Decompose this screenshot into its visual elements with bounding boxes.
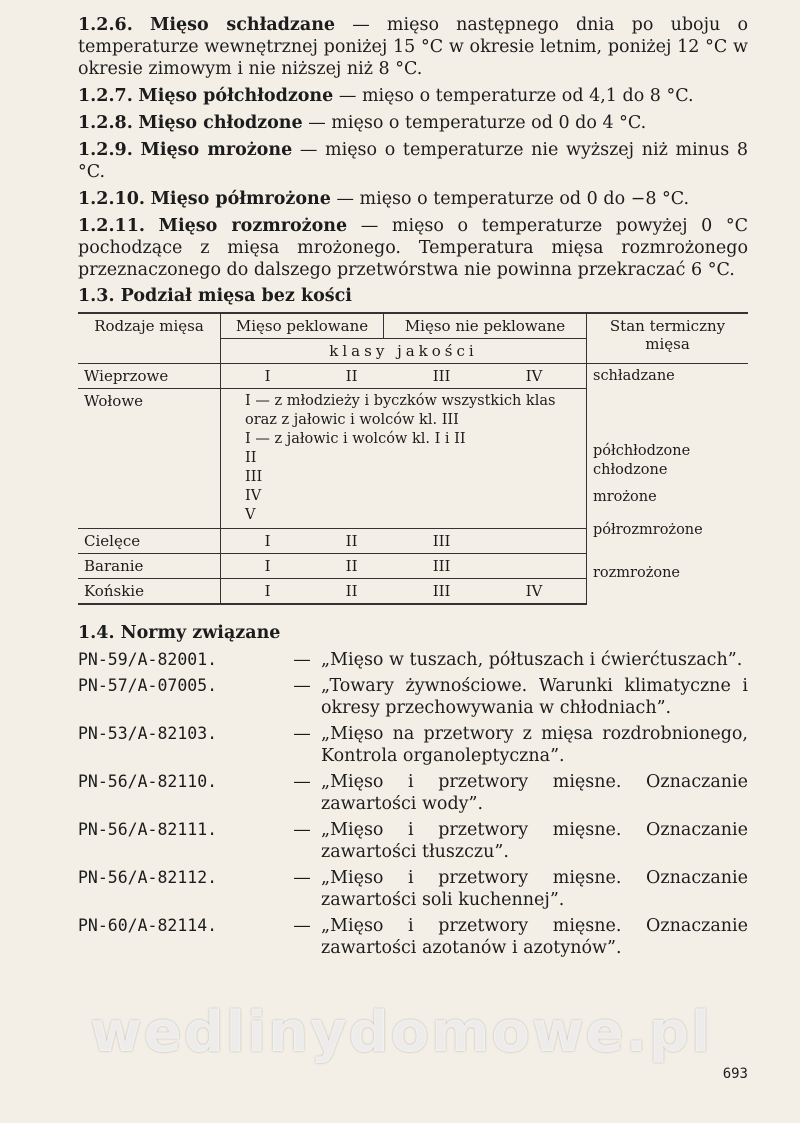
page-number: 693 [722,1066,748,1082]
thermal-states-cell [587,364,749,605]
table-row-pork [78,364,748,389]
paragraph-1-2-6: 1.2.6. Mięso schładzane — mięso następnego dnia po uboju o temperaturze wewnętrznej poniżej 15 °C w okresie letnim, poniżej 12 °C w okresie zimowym i nie niższej niż 8 °C. [78,15,748,79]
state-thawed: rozmrożone [593,565,680,581]
class-cell: I II III [221,554,587,579]
header-cured: Mięso peklowane [221,313,384,339]
paragraph-1-2-8: 1.2.8. Mięso chłodzone — mięso o temperaturze od 0 do 4 °C. [78,113,647,133]
header-uncured: Mięso nie peklowane [384,313,587,339]
class-cell: I II III IV [221,364,587,389]
watermark: wedlinydomowe.pl [90,1000,713,1065]
meat-type-cell: Końskie [78,579,221,605]
header-quality-classes: klasy jakości [221,339,587,364]
paragraph-1-2-10: 1.2.10. Mięso półmrożone — mięso o temperaturze od 0 do −8 °C. [78,189,690,209]
meat-type-cell: Baranie [78,554,221,579]
state-frozen: mrożone [593,489,657,505]
header-thermal-state: Stan termiczny mięsa [587,313,749,364]
paragraph-1-2-11: 1.2.11. Mięso rozmrożone — mięso o temperaturze powyżej 0 °C pochodzące z mięsa mrożonego. Temperatura mięsa rozmrożonego przeznaczonego do dalszego przetwórstwa nie powinna przekraczać 6 °C. [78,216,748,280]
meat-type-cell: Wołowe [78,389,221,529]
list-item: PN-56/A-82111. — „Mięso i przetwory mięsne. Oznaczanie zawartości tłuszczu”. [78,820,748,862]
class-cell: I II III [221,529,587,554]
list-item: PN-59/A-82001. — „Mięso w tuszach, półtuszach i ćwierćtuszach”. [78,650,743,670]
list-item: PN-60/A-82114. — „Mięso i przetwory mięsne. Oznaczanie zawartości azotanów i azotynów”. [78,916,748,958]
list-item: PN-57/A-07005. — „Towary żywnościowe. Warunki klimatyczne i okresy przechowywania w chłodniach”. [78,676,748,718]
section-heading-1-4: 1.4. Normy związane [78,623,281,643]
meat-classification-table [78,312,748,605]
state-chilled: schładzane [593,368,675,384]
state-half-cooled: półchłodzone [593,443,691,459]
class-cell: I II III IV [221,579,587,605]
class-cell: I — z młodzieży i byczków wszystkich klas oraz z jałowic i wolców kl. III I — z jałowic i wolców kl. I i II II III IV V [221,389,587,529]
meat-type-cell: Wieprzowe [84,367,169,385]
norms-list [78,649,748,959]
state-cooled: chłodzone [593,462,668,478]
state-half-thawed: półrozmrożone [593,522,703,538]
meat-type-cell: Cielęce [78,529,221,554]
list-item: PN-56/A-82110. — „Mięso i przetwory mięsne. Oznaczanie zawartości wody”. [78,772,748,814]
paragraph-1-2-9: 1.2.9. Mięso mrożone — mięso o temperaturze nie wyższej niż minus 8 °C. [78,140,748,182]
paragraph-1-2-7: 1.2.7. Mięso półchłodzone — mięso o temperaturze od 4,1 do 8 °C. [78,86,694,106]
list-item: PN-56/A-82112. — „Mięso i przetwory mięsne. Oznaczanie zawartości soli kuchennej”. [78,868,748,910]
section-heading-1-3: 1.3. Podział mięsa bez kości [78,286,352,306]
page-content [78,14,748,963]
header-meat-type: Rodzaje mięsa [78,313,221,364]
list-item: PN-53/A-82103. — „Mięso na przetwory z mięsa rozdrobnionego, Kontrola organoleptyczna”. [78,724,748,766]
